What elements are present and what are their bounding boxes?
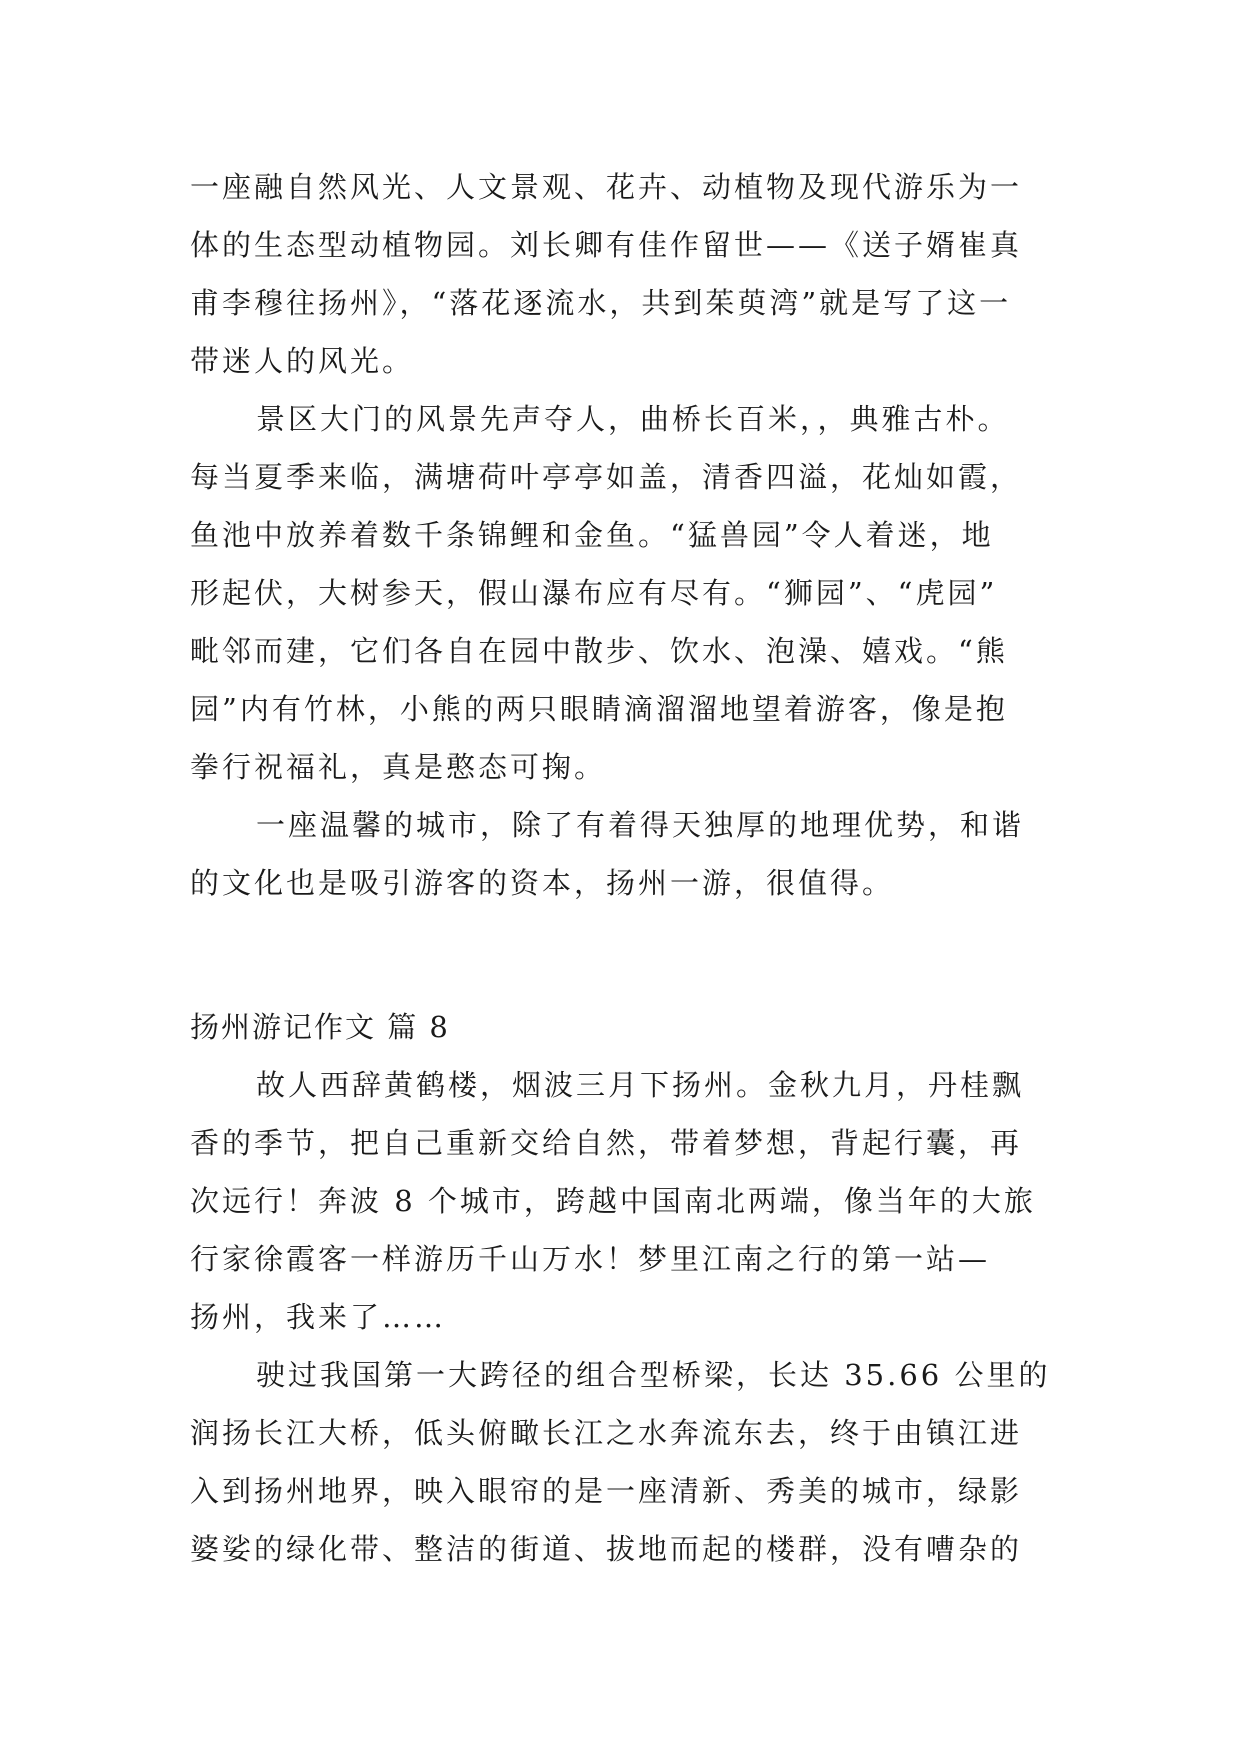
paragraph-conclusion	[190, 796, 1070, 912]
text-line: 驶过我国第一大跨径的组合型桥梁，长达 35.66 公里的	[256, 1358, 1051, 1392]
text-line: 鱼池中放养着数千条锦鲤和金鱼。“猛兽园”令人着迷，地	[190, 518, 994, 552]
paragraph-zoo-intro	[190, 158, 1070, 390]
document-body	[190, 158, 1070, 1578]
text-line: 一座温馨的城市，除了有着得天独厚的地理优势，和谐	[256, 808, 1025, 842]
text-line: 拳行祝福礼，真是憨态可掬。	[190, 750, 607, 784]
section-spacer	[190, 912, 1070, 998]
text-line: 体的生态型动植物园。刘长卿有佳作留世——《送子婿崔真	[190, 228, 1023, 262]
text-line: 故人西辞黄鹤楼，烟波三月下扬州。金秋九月，丹桂飘	[256, 1068, 1025, 1102]
text-line: 景区大门的风景先声夺人，曲桥长百米，，典雅古朴。	[256, 402, 1010, 436]
text-line: 带迷人的风光。	[190, 344, 415, 378]
text-line: 润扬长江大桥，低头俯瞰长江之水奔流东去，终于由镇江进	[190, 1416, 1023, 1450]
paragraph-scenic-gate	[190, 390, 1070, 796]
text-line: 形起伏，大树参天，假山瀑布应有尽有。“狮园”、“虎园”	[190, 576, 998, 610]
text-line: 入到扬州地界，映入眼帘的是一座清新、秀美的城市，绿影	[190, 1474, 1023, 1508]
text-line: 婆娑的绿化带、整洁的街道、拔地而起的楼群，没有嘈杂的	[190, 1532, 1023, 1566]
text-line: 园”内有竹林，小熊的两只眼睛滴溜溜地望着游客，像是抱	[190, 692, 1008, 726]
text-line: 一座融自然风光、人文景观、花卉、动植物及现代游乐为一	[190, 170, 1023, 204]
text-line: 行家徐霞客一样游历千山万水！梦里江南之行的第一站—	[190, 1242, 991, 1276]
text-line: 香的季节，把自己重新交给自然，带着梦想，背起行囊，再	[190, 1126, 1023, 1160]
text-line: 每当夏季来临，满塘荷叶亭亭如盖，清香四溢，花灿如霞，	[190, 460, 1023, 494]
text-line: 的文化也是吸引游客的资本，扬州一游，很值得。	[190, 866, 895, 900]
paragraph-bridge	[190, 1346, 1070, 1578]
article-heading: 扬州游记作文 篇 8	[190, 1010, 450, 1044]
paragraph-departure	[190, 1056, 1070, 1346]
text-line: 扬州，我来了……	[190, 1300, 447, 1334]
text-line: 次远行！奔波 8 个城市，跨越中国南北两端，像当年的大旅	[190, 1184, 1036, 1218]
text-line: 毗邻而建，它们各自在园中散步、饮水、泡澡、嬉戏。“熊	[190, 634, 1008, 668]
text-line: 甫李穆往扬州》，“落花逐流水，共到茱萸湾”就是写了这一	[190, 286, 1012, 320]
